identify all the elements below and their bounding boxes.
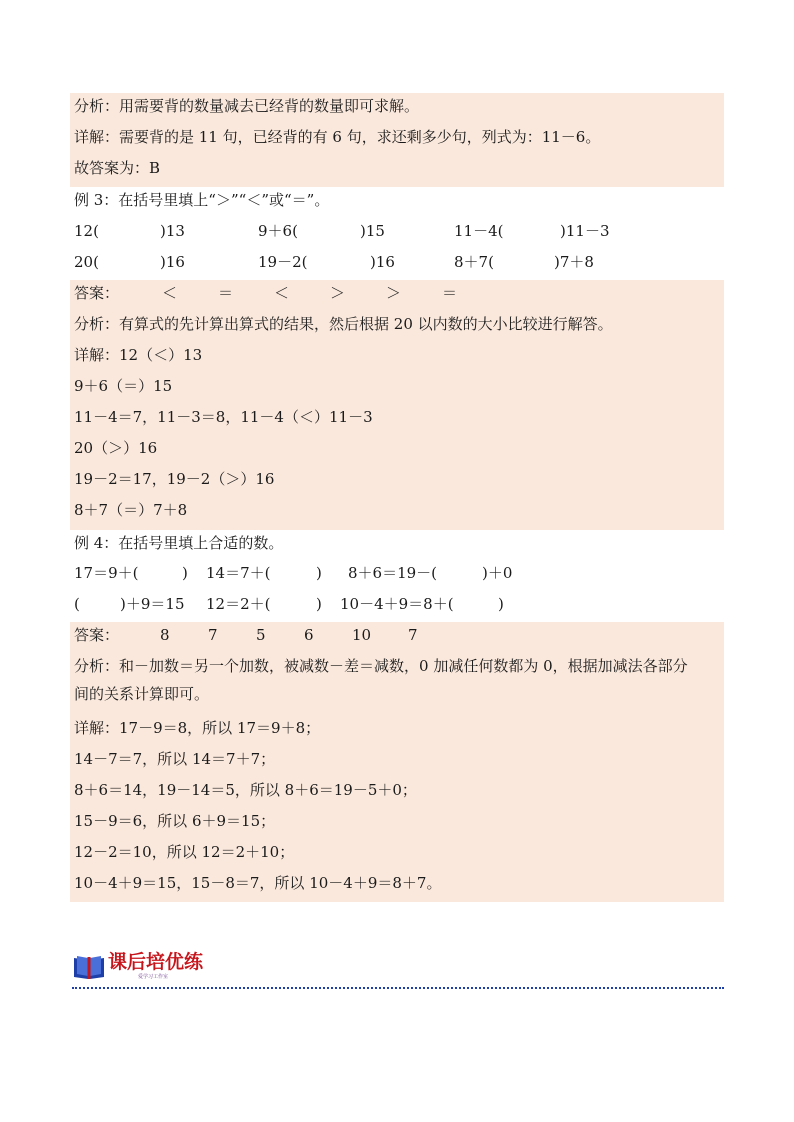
- detail-line: 14－7＝7，所以 14＝7＋7；: [74, 750, 276, 768]
- section-subtitle: 爱学习工作室: [138, 974, 169, 980]
- book-icon: [72, 954, 106, 980]
- expr-cell: )15: [360, 222, 385, 240]
- detail-line: 12－2＝10，所以 12＝2＋10；: [74, 843, 295, 861]
- answer-value: 6: [304, 626, 314, 644]
- expr-cell: )＋0: [482, 564, 513, 582]
- answer-row: [74, 283, 714, 303]
- solution-block-example-2: [70, 93, 724, 187]
- answer-label: 答案：: [74, 626, 120, 644]
- example-4-row-1: [74, 563, 724, 583]
- answer-value: ＝: [218, 284, 234, 302]
- expr-cell: 8＋6＝19－(: [348, 564, 438, 582]
- detail-line: 15－9＝6，所以 6＋9＝15；: [74, 812, 276, 830]
- answer-value: ＞: [330, 284, 346, 302]
- expr-cell: (: [74, 595, 80, 613]
- detail-line: 详解：17－9＝8，所以 17＝9＋8；: [74, 719, 321, 737]
- section-heading: [72, 950, 724, 990]
- detail-line: 9＋6（＝）15: [74, 377, 173, 395]
- analysis-text-continued: 间的关系计算即可。: [74, 685, 210, 703]
- expr-cell: 19－2(: [258, 253, 308, 271]
- expr-cell: 9＋6(: [258, 222, 298, 240]
- answer-value: ＝: [442, 284, 458, 302]
- expr-cell: 14＝7＋(: [206, 564, 271, 582]
- detail-line: 8＋6＝14，19－14＝5，所以 8＋6＝19－5＋0；: [74, 781, 417, 799]
- example-3-row-1: [74, 221, 724, 241]
- expr-cell: )11－3: [560, 222, 610, 240]
- detail-line: 19－2＝17，19－2（＞）16: [74, 470, 275, 488]
- answer-text: 故答案为：B: [74, 159, 161, 177]
- section-title: 课后培优练: [108, 951, 204, 973]
- detail-line: 10－4＋9＝15，15－8＝7，所以 10－4＋9＝8＋7。: [74, 874, 442, 892]
- detail-line: 8＋7（＝）7＋8: [74, 501, 188, 519]
- analysis-text: 分析：和－加数＝另一个加数，被减数－差＝减数，0 加减任何数都为 0，根据加减法各部分: [74, 657, 688, 675]
- expr-cell: )13: [160, 222, 185, 240]
- dotted-divider: [72, 987, 724, 989]
- answer-value: 10: [352, 626, 372, 644]
- answer-value: ＜: [274, 284, 290, 302]
- answer-label: 答案：: [74, 284, 120, 302]
- expr-cell: ): [498, 595, 504, 613]
- expr-cell: 12＝2＋(: [206, 595, 271, 613]
- detail-line: 20（＞）16: [74, 439, 158, 457]
- expr-cell: 17＝9＋(: [74, 564, 139, 582]
- expr-cell: 8＋7(: [454, 253, 494, 271]
- example-4-prompt: 例 4：在括号里填上合适的数。: [74, 534, 284, 552]
- detail-text: 详解：需要背的是 11 句，已经背的有 6 句，求还剩多少句，列式为：11－6。: [74, 128, 601, 146]
- solution-block-example-3: [70, 280, 724, 530]
- example-4-row-2: [74, 594, 724, 614]
- answer-value: ＜: [162, 284, 178, 302]
- example-3-row-2: [74, 252, 724, 272]
- expr-cell: ): [316, 595, 322, 613]
- analysis-text: 分析：有算式的先计算出算式的结果，然后根据 20 以内数的大小比较进行解答。: [74, 315, 613, 333]
- example-3-prompt: 例 3：在括号里填上“＞”“＜”或“＝”。: [74, 191, 330, 209]
- expr-cell: )＋9＝15: [120, 595, 185, 613]
- expr-cell: )16: [160, 253, 185, 271]
- expr-cell: ): [316, 564, 322, 582]
- expr-cell: )16: [370, 253, 395, 271]
- detail-line: 11－4＝7，11－3＝8，11－4（＜）11－3: [74, 408, 373, 426]
- answer-value: 5: [256, 626, 266, 644]
- expr-cell: 10－4＋9＝8＋(: [340, 595, 454, 613]
- solution-block-example-4: [70, 622, 724, 902]
- expr-cell: )7＋8: [554, 253, 594, 271]
- analysis-text: 分析：用需要背的数量减去已经背的数量即可求解。: [74, 97, 420, 115]
- answer-value: 7: [408, 626, 418, 644]
- detail-line: 详解：12（＜）13: [74, 346, 203, 364]
- answer-value: 8: [160, 626, 170, 644]
- answer-value: ＞: [386, 284, 402, 302]
- answer-value: 7: [208, 626, 218, 644]
- answer-row: [74, 625, 714, 645]
- expr-cell: ): [182, 564, 188, 582]
- expr-cell: 20(: [74, 253, 99, 271]
- expr-cell: 12(: [74, 222, 99, 240]
- expr-cell: 11－4(: [454, 222, 504, 240]
